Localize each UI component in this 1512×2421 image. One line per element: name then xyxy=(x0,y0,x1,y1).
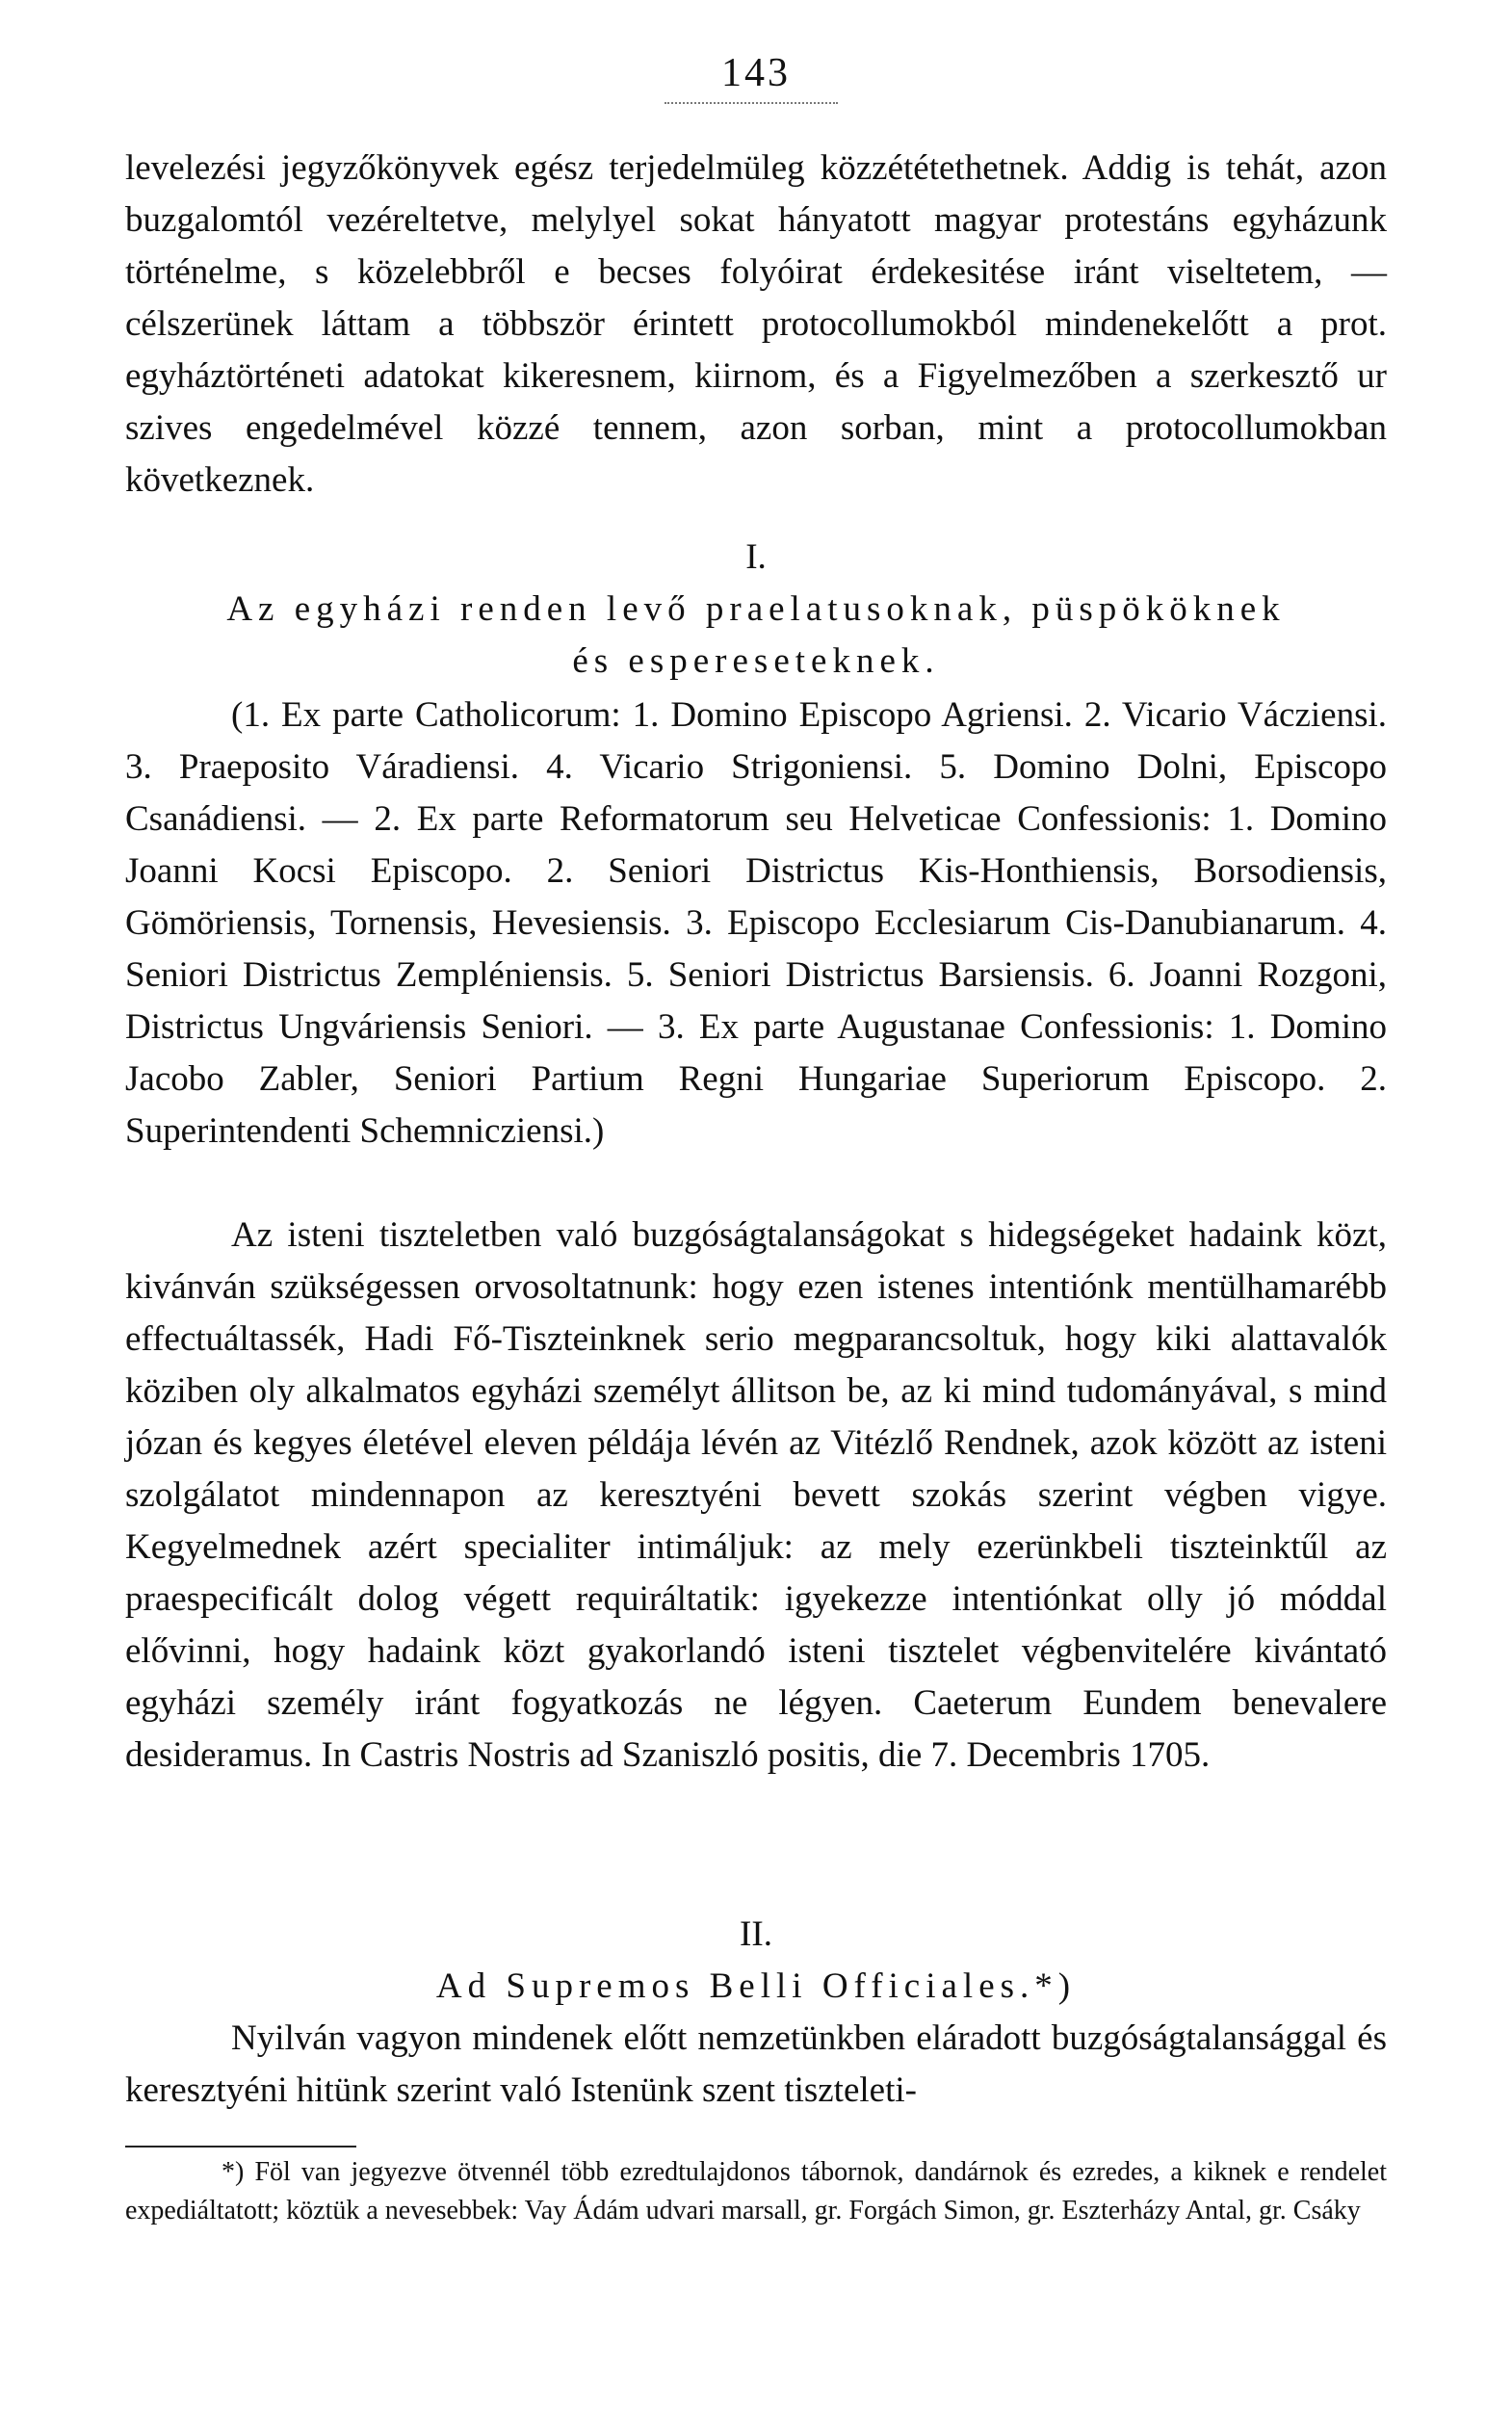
intro-paragraph xyxy=(125,143,1387,507)
section-1-title: Az egyházi renden levő praelatusoknak, püspököknek és espereseteknek. xyxy=(226,589,1286,681)
addressees-text: (1. Ex parte Catholicorum: 1. Domino Episcopo Agriensi. 2. Vicario Vácziensi. 3. Praeposito Váradiensi. 4. Vicario Strigoniensi. 5. Domino Dolni, Episcopo Csanádiensi. — 2. Ex parte Reformatorum seu Helveticae Confessionis: 1. Domino Joanni Kocsi Episcopo. 2. Seniori Districtus Kis-Honthiensis, Borsodiensis, Gömöriensis, Tornensis, Hevesiensis. 3. Episcopo Ecclesiarum Cis-Danubianarum. 4. Seniori Districtus Zempléniensis. 5. Seniori Districtus Barsiensis. 6. Joanni Rozgoni, Districtus Ungváriensis Seniori. — 3. Ex parte Augustanae Confessionis: 1. Domino Jacobo Zabler, Seniori Partium Regni Hungariae Superiorum Episcopo. 2. Superintendenti Schemnicziensi.) xyxy=(125,695,1387,1151)
section-2-title: Ad Supremos Belli Officiales.*) xyxy=(435,1966,1077,2006)
footnote-divider xyxy=(125,2146,356,2148)
section-1-body-text: Az isteni tiszteletben való buzgóságtalanságokat s hidegségeket hadaink közt, kivánván szükségessen orvosoltatnunk: hogy ezen istenes intentiónk mentülhamarébb effectuáltassék, Hadi Fő-Tiszteinknek serio megparancsoltuk, hogy kiki alattavalók köziben oly alkalmatos egyházi személyt állitson be, az ki mind tudományával, s mind józan és kegyes életével eleven példája lévén az Vitézlő Rendnek, azok között az isteni szolgálatot mindennapon az keresztyéni bevett szokás szerint végben vigye. Kegyelmednek azért specialiter intimáljuk: az mely ezerünkbeli tiszteinktűl az praespecificált dolog végett requiráltatik: igyekezze intentiónkat olly jó móddal elővinni, hogy hadaink közt gyakorlandó isteni tisztelet végbenvitelére kivántató egyházi személy iránt fogyatkozás ne légyen. Caeterum Eundem benevalere desideramus. In Castris Nostris ad Szaniszló positis, die 7. Decembris 1705. xyxy=(125,1215,1387,1775)
section-1-addressees xyxy=(125,690,1387,1158)
page-number: 143 xyxy=(721,51,791,95)
section-2-numeral: II. xyxy=(740,1914,772,1954)
page-number-ornament xyxy=(665,102,838,104)
footnote: *) Föl van jegyezve ötvennél több ezredtulajdonos tábornok, dandárnok és ezredes, a kiknek e rendelet expediáltatott; köztük a nevesebbek: Vay Ádám udvari marsall, gr. Forgách Simon, gr. Eszterházy Antal, gr. Csáky xyxy=(125,2157,1387,2226)
section-1-body xyxy=(125,1210,1387,1782)
intro-text: levelezési jegyzőkönyvek egész terjedelmüleg közzététethetnek. Addig is tehát, azon buzgalomtól vezéreltetve, melylyel sokat hányatott magyar protestáns egyházunk történelme, s közelebbről e becses folyóirat érdekesitése iránt viseltetem, — célszerünek láttam a többször érintett protocollumokból mindenekelőtt a prot. egyháztörténeti adatokat kikeresnem, kiirnom, és a Figyelmezőben a szerkesztő ur szives engedelmével közzé tennem, azon sorban, mint a protocollumokban következnek. xyxy=(125,148,1387,500)
section-2-body xyxy=(125,2013,1387,2117)
section-1-numeral: I. xyxy=(745,537,767,577)
section-2-body-text: Nyilván vagyon mindenek előtt nemzetünkben eláradott buzgóságtalansággal és keresztyéni hitünk szerint való Istenünk szent tiszteleti- xyxy=(125,2018,1387,2110)
